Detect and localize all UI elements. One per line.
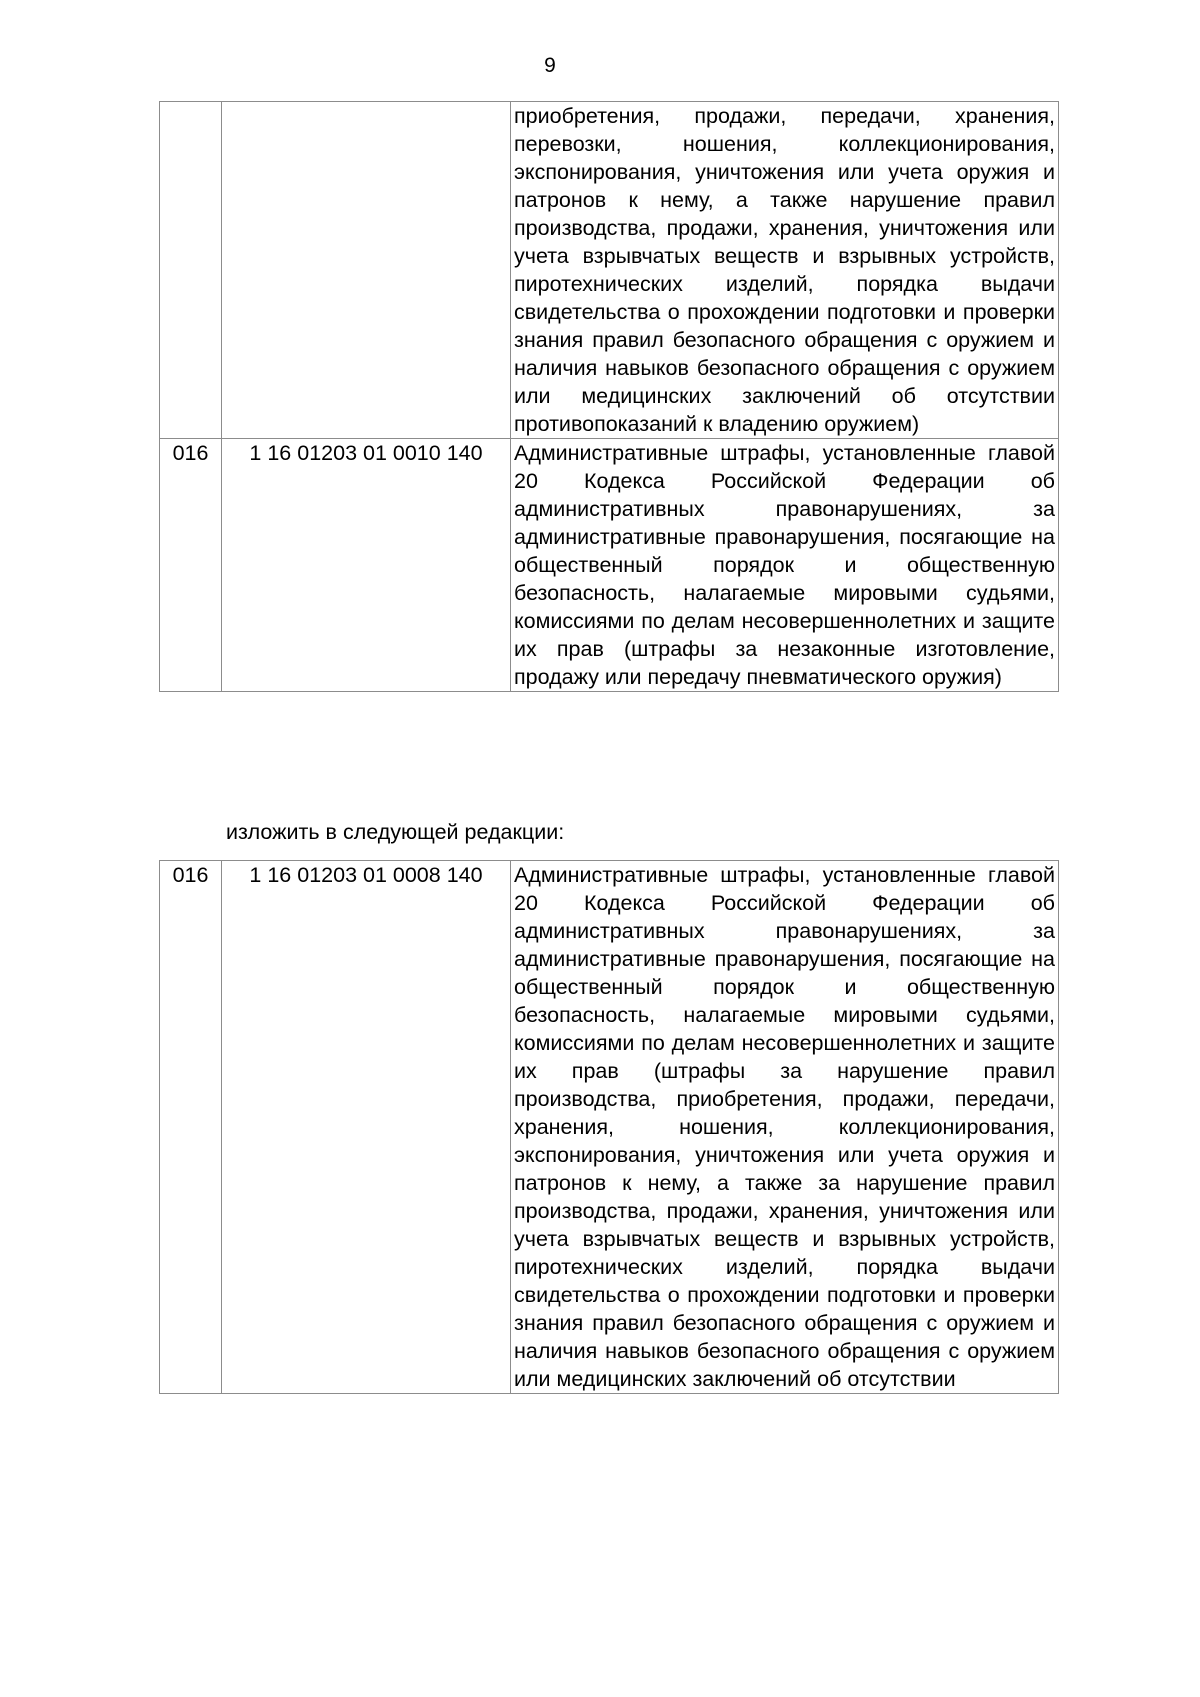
admin-code-cell	[160, 102, 222, 439]
admin-code-cell: 016	[160, 439, 222, 692]
budget-code-cell: 1 16 01203 01 0008 140	[222, 861, 511, 1394]
table-after	[159, 860, 1059, 1394]
description-cell: приобретения, продажи, передачи, хранения, перевозки, ношения, коллекционирования, экспонирования, уничтожения или учета оружия и патронов к нему, а также нарушение правил производства, продажи, хранения, уничтожения или учета взрывчатых веществ и взрывных устройств, пиротехнических изделий, порядка выдачи свидетельства о прохождении подготовки и проверки знания правил безопасного обращения с оружием и наличия навыков безопасного обращения с оружием или медицинских заключений об отсутствии противопоказаний к владению оружием)	[511, 102, 1059, 439]
admin-code-cell: 016	[160, 861, 222, 1394]
budget-code-cell	[222, 102, 511, 439]
budget-code-cell: 1 16 01203 01 0010 140	[222, 439, 511, 692]
description-cell: Административные штрафы, установленные главой 20 Кодекса Российской Федерации об административных правонарушениях, за административные правонарушения, посягающие на общественный порядок и общественную безопасность, налагаемые мировыми судьями, комиссиями по делам несовершеннолетних и защите их прав (штрафы за нарушение правил производства, приобретения, продажи, передачи, хранения, ношения, коллекционирования, экспонирования, уничтожения или учета оружия и патронов к нему, а также за нарушение правил производства, продажи, хранения, уничтожения или учета взрывчатых веществ и взрывных устройств, пиротехнических изделий, порядка выдачи свидетельства о прохождении подготовки и проверки знания правил безопасного обращения с оружием и наличия навыков безопасного обращения с оружием или медицинских заключений об отсутствии	[511, 861, 1059, 1394]
table-row	[160, 439, 1059, 692]
instruction-text: изложить в следующей редакции:	[226, 820, 565, 844]
description-cell: Административные штрафы, установленные главой 20 Кодекса Российской Федерации об административных правонарушениях, за административные правонарушения, посягающие на общественный порядок и общественную безопасность, налагаемые мировыми судьями, комиссиями по делам несовершеннолетних и защите их прав (штрафы за незаконные изготовление, продажу или передачу пневматического оружия)	[511, 439, 1059, 692]
table-before	[159, 101, 1059, 692]
page-number: 9	[544, 54, 556, 77]
table-row	[160, 102, 1059, 439]
table-row	[160, 861, 1059, 1394]
